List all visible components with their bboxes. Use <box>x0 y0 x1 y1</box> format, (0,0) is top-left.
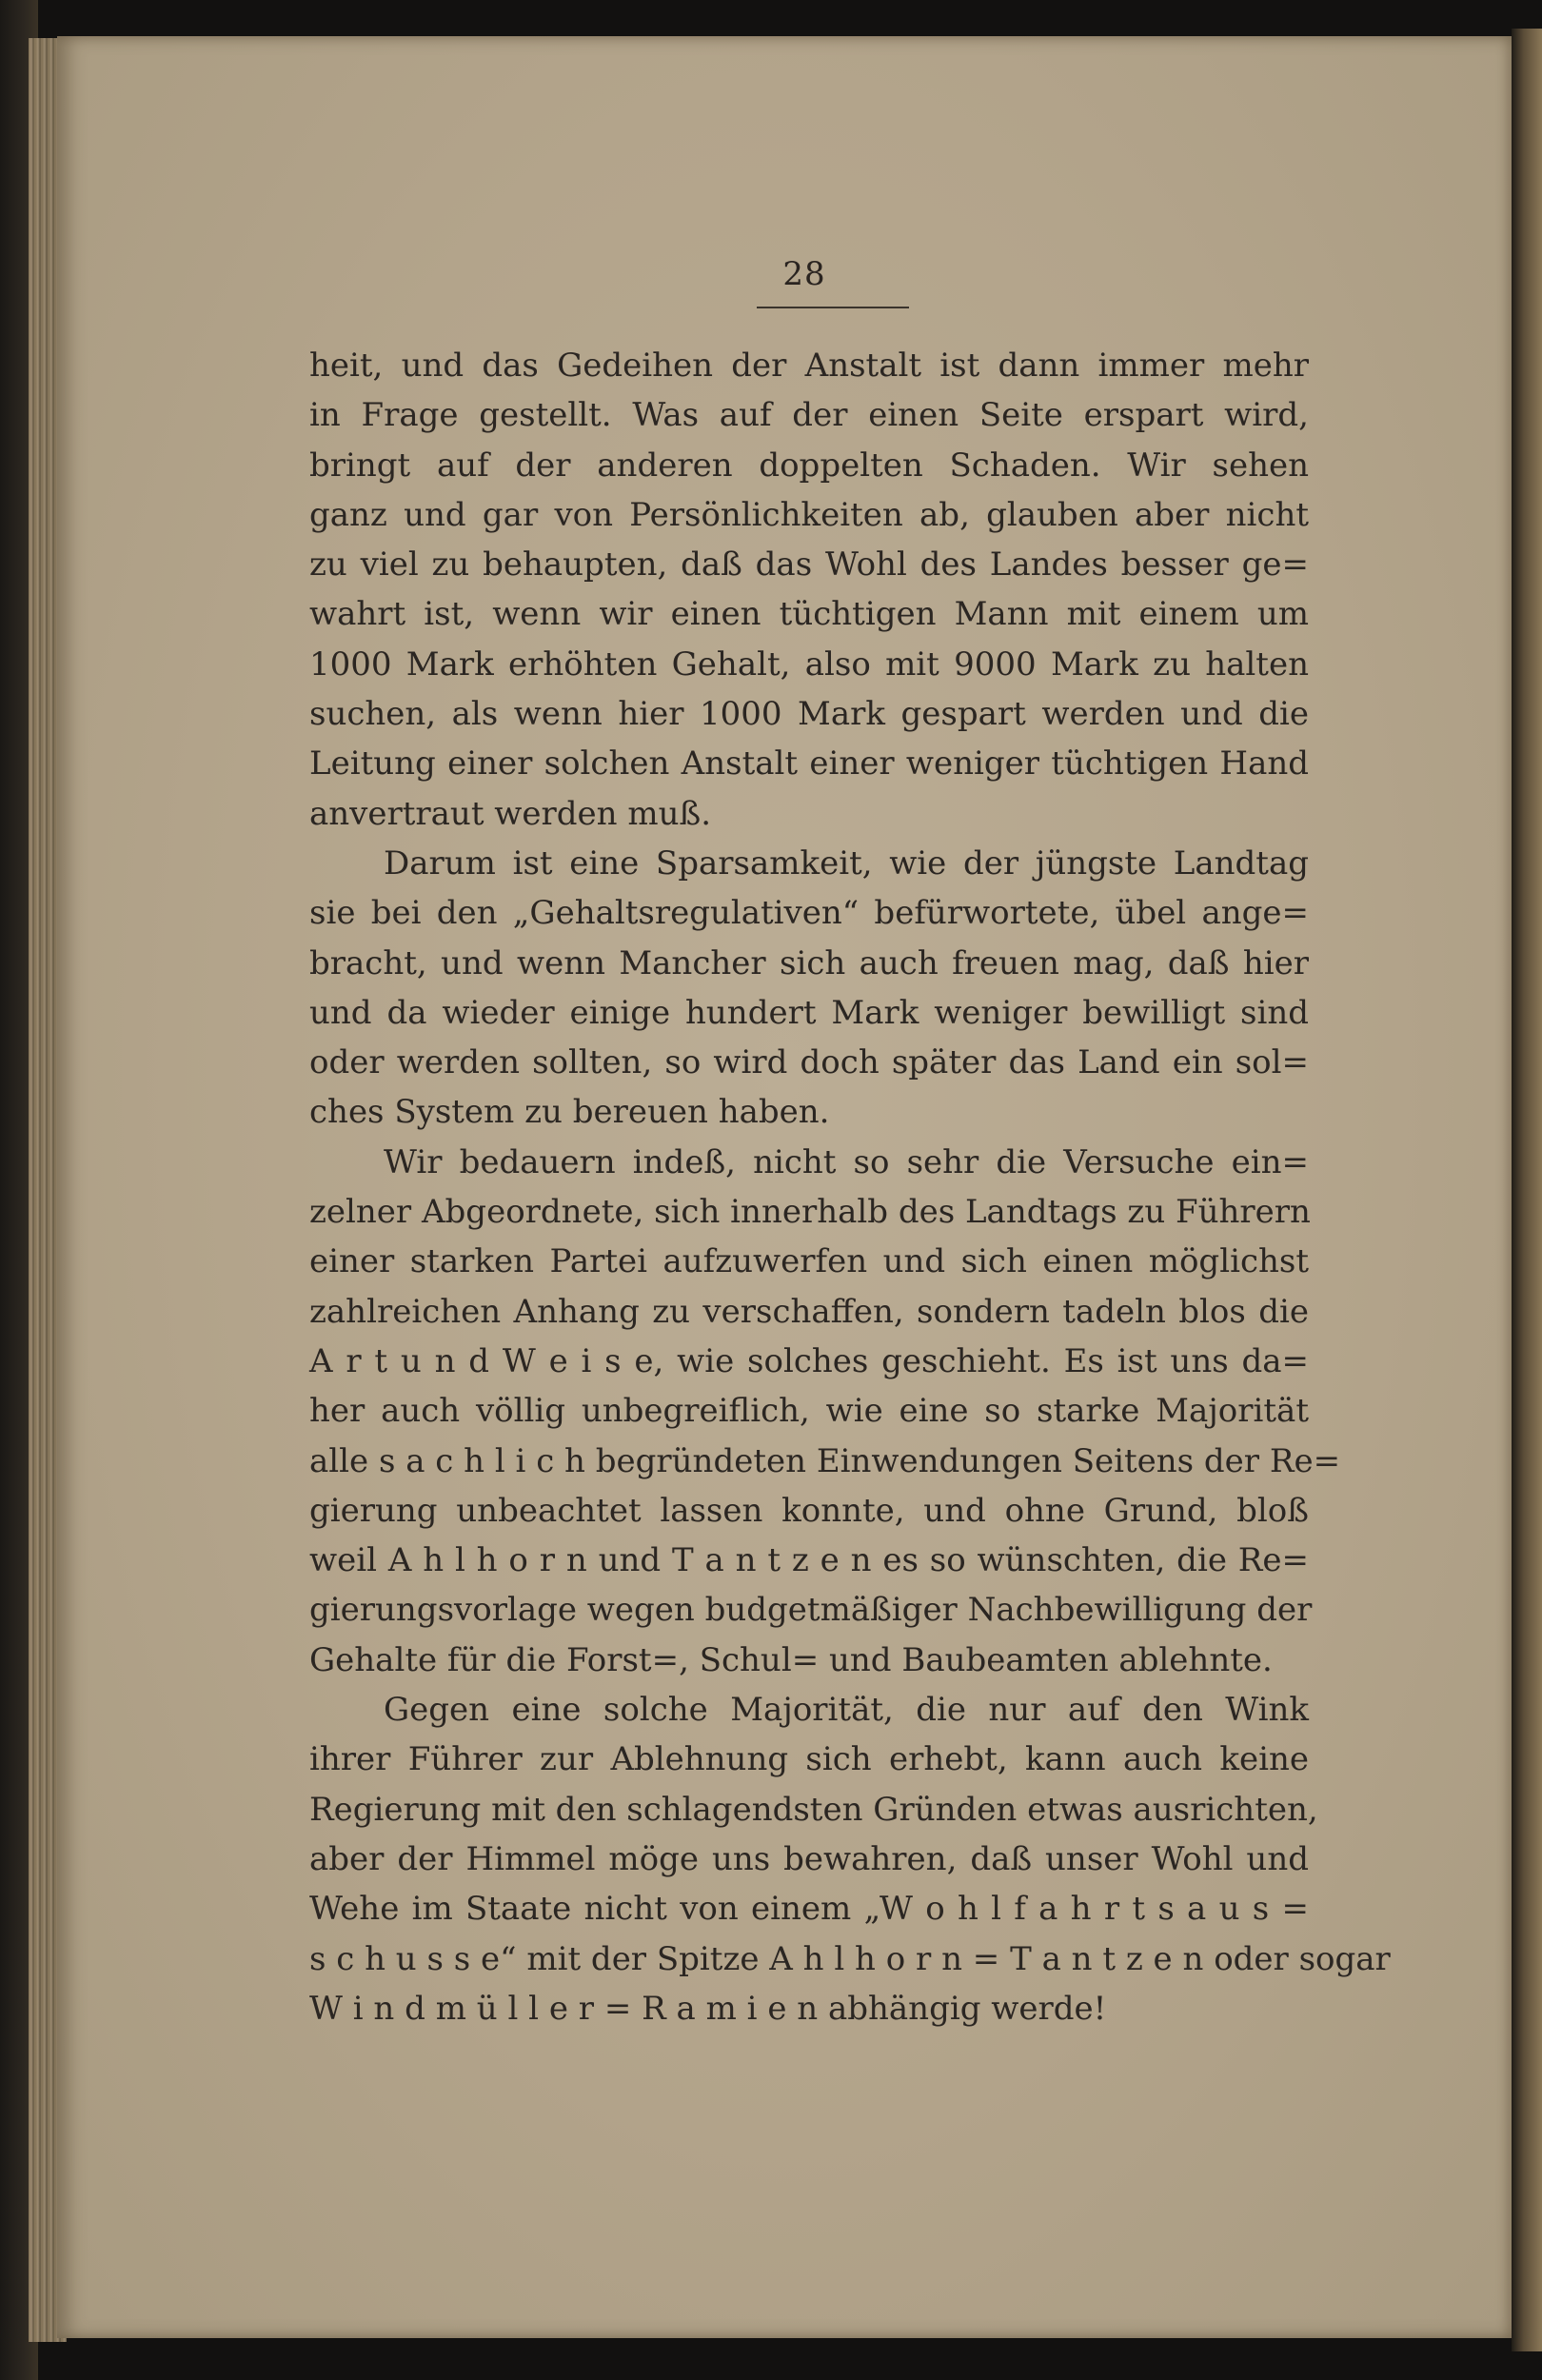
text-line: Wehe im Staate nicht von einem „W o h l f a h r t s a u s = <box>309 1890 1309 1929</box>
text-line: bringt auf der anderen doppelten Schaden. Wir sehen <box>309 446 1309 485</box>
text-line: A r t u n d W e i s e, wie solches geschieht. Es ist uns da= <box>309 1341 1309 1380</box>
text-line: her auch völlig unbegreiflich, wie eine so starke Majorität <box>309 1392 1309 1431</box>
text-line: oder werden sollten, so wird doch später das Land ein sol= <box>309 1043 1309 1082</box>
text-line: heit, und das Gedeihen der Anstalt ist dann immer mehr <box>309 347 1309 385</box>
page-number: 28 <box>782 255 826 293</box>
text-line: einer starken Partei aufzuwerfen und sich einen möglichst <box>309 1242 1309 1281</box>
text-line: ihrer Führer zur Ablehnung sich erhebt, kann auch keine <box>309 1740 1309 1779</box>
text-line: gierungsvorlage wegen budgetmäßiger Nachbewilligung der <box>309 1591 1313 1630</box>
text-line: ches System zu bereuen haben. <box>309 1093 830 1132</box>
paragraph-start-line: Wir bedauern indeß, nicht so sehr die Versuche ein= <box>384 1142 1309 1181</box>
body-text <box>309 341 1391 2033</box>
text-line: 1000 Mark erhöhten Gehalt, also mit 9000 Mark zu halten <box>309 645 1309 684</box>
header-rule <box>757 307 909 308</box>
text-line: und da wieder einige hundert Mark weniger bewilligt sind <box>309 993 1309 1032</box>
text-line: zahlreichen Anhang zu verschaffen, sondern tadeln blos die <box>309 1292 1309 1331</box>
text-line: zu viel zu behaupten, daß das Wohl des Landes besser ge= <box>309 545 1309 585</box>
text-line: anvertraut werden muß. <box>309 794 712 833</box>
text-line: sie bei den „Gehaltsregulativen“ befürwortete, übel ange= <box>309 894 1309 933</box>
text-line: bracht, und wenn Mancher sich auch freuen mag, daß hier <box>309 943 1309 982</box>
text-line: s c h u s s e“ mit der Spitze A h l h o r n = T a n t z e n oder sogar <box>309 1939 1391 1978</box>
text-line: aber der Himmel möge uns bewahren, daß unser Wohl und <box>309 1839 1309 1878</box>
facing-page-edge <box>1512 29 1542 2351</box>
text-line: weil A h l h o r n und T a n t z e n es so wünschten, die Re= <box>309 1541 1309 1580</box>
text-line: suchen, als wenn hier 1000 Mark gespart werden und die <box>309 695 1309 734</box>
text-line: wahrt ist, wenn wir einen tüchtigen Mann mit einem um <box>309 595 1309 634</box>
text-line: alle s a c h l i c h begründeten Einwendungen Seitens der Re= <box>309 1441 1341 1480</box>
paragraph-start-line: Gegen eine solche Majorität, die nur auf den Wink <box>384 1691 1309 1730</box>
text-line: in Frage gestellt. Was auf der einen Seite erspart wird, <box>309 396 1309 435</box>
text-line: ganz und gar von Persönlichkeiten ab, glauben aber nicht <box>309 495 1309 534</box>
text-line: W i n d m ü l l e r = R a m i e n abhängig werde! <box>309 1989 1107 2028</box>
text-line: gierung unbeachtet lassen konnte, und ohne Grund, bloß <box>309 1491 1309 1530</box>
text-line: Gehalte für die Forst=, Schul= und Baubeamten ablehnte. <box>309 1640 1273 1679</box>
text-line: Leitung einer solchen Anstalt einer weniger tüchtigen Hand <box>309 744 1309 783</box>
paragraph-start-line: Darum ist eine Sparsamkeit, wie der jüngste Landtag <box>384 843 1309 883</box>
text-line: zelner Abgeordnete, sich innerhalb des Landtags zu Führern <box>309 1193 1311 1232</box>
text-line: Regierung mit den schlagendsten Gründen etwas ausrichten, <box>309 1790 1318 1829</box>
